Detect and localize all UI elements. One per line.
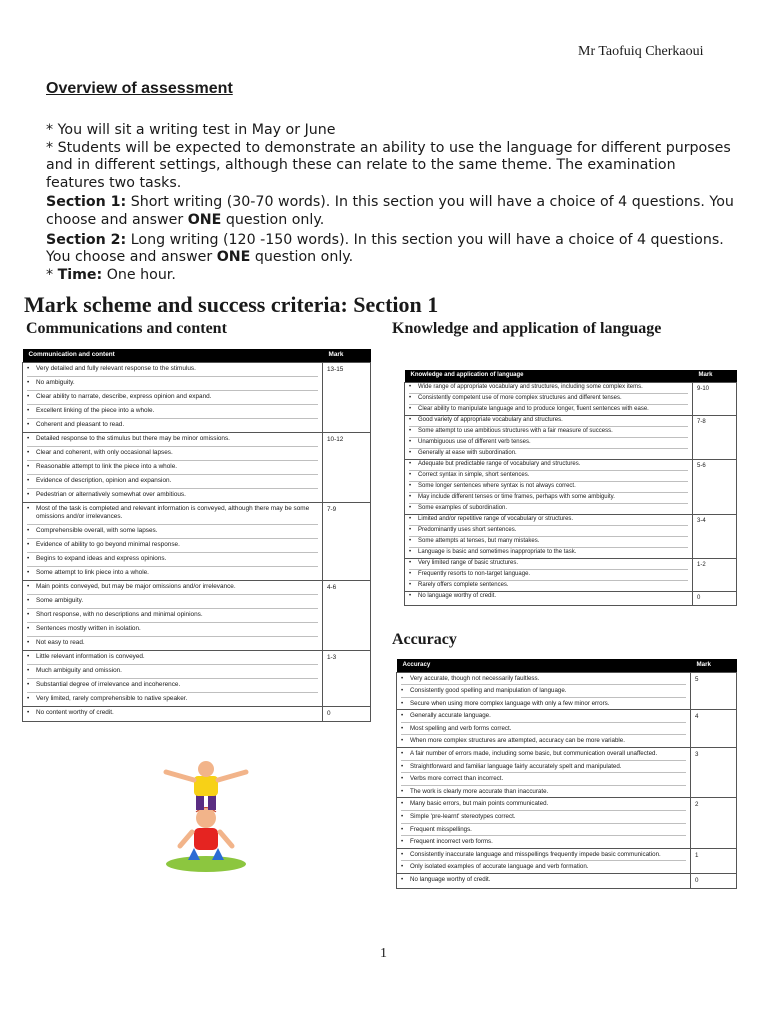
criterion-item: • Limited and/or repetitive range of vocabulary or structures. <box>409 515 688 526</box>
mark-cell: 5 <box>691 672 737 710</box>
criterion-item: • Rarely offers complete sentences. <box>409 581 688 591</box>
section2-label: Section 2: <box>46 231 127 248</box>
criterion-item: • When more complex structures are attempted, accuracy can be more variable. <box>401 735 686 747</box>
criterion-item: • Clear ability to narrate, describe, express opinion and expand. <box>27 391 318 405</box>
section1-emphasis: ONE <box>187 211 222 228</box>
criteria-list <box>27 503 318 580</box>
overview-line-test: * You will sit a writing test in May or June <box>46 122 336 138</box>
criterion-item: • Much ambiguity and omission. <box>27 665 318 679</box>
criteria-cell <box>405 514 693 558</box>
criteria-list <box>409 383 688 415</box>
criteria-list <box>401 874 686 886</box>
table-header-row <box>397 659 737 672</box>
criterion-item: • A fair number of errors made, including some basic, but communication overall unaffected. <box>401 748 686 761</box>
section2-text-a: Long writing (120 -150 words). In this section you will have a choice of 4 questions. You choose and answer <box>46 231 724 266</box>
table-row <box>397 848 737 873</box>
criterion-item: • Short response, with no descriptions and minimal opinions. <box>27 609 318 623</box>
criteria-list <box>27 363 318 432</box>
criteria-cell <box>23 706 323 721</box>
criteria-cell <box>405 558 693 591</box>
criteria-cell <box>23 432 323 502</box>
mark-cell: 2 <box>691 798 737 848</box>
criterion-item: • Frequent incorrect verb forms. <box>401 836 686 848</box>
accuracy-table <box>396 659 737 889</box>
criterion-item: • Clear ability to manipulate language and to produce longer, fluent sentences with ease. <box>409 405 688 415</box>
mark-cell: 4-6 <box>323 580 371 650</box>
mark-column-header: Mark <box>323 349 371 362</box>
mark-cell: 13-15 <box>323 362 371 432</box>
assessment-overview <box>46 122 736 284</box>
criteria-list <box>409 515 688 558</box>
table-row <box>397 748 737 798</box>
table-row <box>405 558 737 591</box>
criterion-item: • Very limited, rarely comprehensible to native speaker. <box>27 693 318 706</box>
criteria-cell <box>405 459 693 514</box>
criterion-item: • No language worthy of credit. <box>401 874 686 886</box>
criteria-column-header: Knowledge and application of language <box>405 370 693 382</box>
time-value: One hour. <box>102 266 176 283</box>
criterion-item: • Main points conveyed, but may be major omissions and/or irrelevance. <box>27 581 318 595</box>
criteria-list <box>27 581 318 650</box>
criterion-item: • Wide range of appropriate vocabulary and structures, including some complex items. <box>409 383 688 394</box>
page-number: 1 <box>380 946 387 961</box>
mark-cell: 0 <box>323 706 371 721</box>
table-row <box>23 580 371 650</box>
section1-text-a: Short writing (30-70 words). In this section you will have a choice of 4 questions. You choose and answer <box>46 194 734 228</box>
mark-scheme-heading: Mark scheme and success criteria: Section 1 <box>24 292 439 317</box>
table-row <box>405 459 737 514</box>
time-label: Time: <box>57 266 103 283</box>
section2-text-b: question only. <box>250 249 354 266</box>
criterion-item: • Some attempt to use ambitious structures with a fair measure of success. <box>409 427 688 438</box>
criterion-item: • Very detailed and fully relevant response to the stimulus. <box>27 363 318 377</box>
author-name: Mr Taofuiq Cherkaoui <box>578 44 704 59</box>
mark-cell: 1-2 <box>693 558 737 591</box>
criterion-item: • May include different tenses or time frames, perhaps with some ambiguity. <box>409 493 688 504</box>
criteria-cell <box>397 798 691 848</box>
mark-column-header: Mark <box>693 370 737 382</box>
criteria-list <box>27 707 318 720</box>
criterion-item: • Not easy to read. <box>27 637 318 650</box>
criterion-item: • No language worthy of credit. <box>409 592 688 602</box>
table-row <box>23 502 371 580</box>
mark-cell: 3 <box>691 748 737 798</box>
acrobat-figures-icon <box>160 760 252 874</box>
mark-cell: 7-9 <box>323 502 371 580</box>
criterion-item: • Very limited range of basic structures. <box>409 559 688 570</box>
criterion-item: • Pedestrian or alternatively somewhat over ambitious. <box>27 489 318 502</box>
criterion-item: • Begins to expand ideas and express opinions. <box>27 553 318 567</box>
criteria-cell <box>397 748 691 798</box>
table-row <box>397 710 737 748</box>
table-row <box>397 672 737 710</box>
criterion-item: • Some attempts at tenses, but many mistakes. <box>409 537 688 548</box>
time-paragraph <box>46 267 736 285</box>
communication-table <box>22 349 371 722</box>
table-header-row <box>23 349 371 362</box>
criterion-item: • Generally accurate language. <box>401 710 686 723</box>
mark-cell: 9-10 <box>693 382 737 415</box>
mark-cell: 10-12 <box>323 432 371 502</box>
criterion-item: • Evidence of ability to go beyond minimal response. <box>27 539 318 553</box>
knowledge-table <box>404 370 737 606</box>
criterion-item: • Most of the task is completed and relevant information is conveyed, although there may be some omissions and/or irrelevances. <box>27 503 318 525</box>
table-row <box>405 591 737 605</box>
criterion-item: • Substantial degree of irrelevance and incoherence. <box>27 679 318 693</box>
section2-emphasis: ONE <box>216 249 251 266</box>
criterion-item: • Excellent linking of the piece into a whole. <box>27 405 318 419</box>
criteria-list <box>409 416 688 459</box>
criteria-cell <box>23 650 323 706</box>
overview-heading: Overview of assessment <box>46 80 233 97</box>
criterion-item: • Many basic errors, but main points communicated. <box>401 798 686 811</box>
criterion-item: • Verbs more correct than incorrect. <box>401 773 686 786</box>
criterion-item: • Comprehensible overall, with some lapses. <box>27 525 318 539</box>
criteria-list <box>401 673 686 710</box>
criteria-list <box>409 460 688 514</box>
criterion-item: • Some examples of subordination. <box>409 504 688 514</box>
mark-cell: 5-6 <box>693 459 737 514</box>
criteria-list <box>27 651 318 706</box>
criterion-item: • Simple 'pre-learnt' stereotypes correct. <box>401 811 686 824</box>
table-row <box>405 514 737 558</box>
mark-cell: 0 <box>693 591 737 605</box>
criteria-cell <box>23 502 323 580</box>
communication-heading: Communications and content <box>26 320 227 337</box>
criteria-cell <box>397 672 691 710</box>
criteria-cell <box>405 382 693 415</box>
table-row <box>23 362 371 432</box>
criteria-cell <box>405 415 693 459</box>
criterion-item: • No content worthy of credit. <box>27 707 318 720</box>
overview-line-students: * Students will be expected to demonstrate an ability to use the language for different purposes and in different settings, although these can relate to the same theme. The examination features two tasks. <box>46 139 731 191</box>
criteria-column-header: Accuracy <box>397 659 691 672</box>
criterion-item: • Unambiguous use of different verb tenses. <box>409 438 688 449</box>
criterion-item: • Consistently good spelling and manipulation of language. <box>401 685 686 698</box>
criterion-item: • Language is basic and sometimes inappropriate to the task. <box>409 548 688 558</box>
table-row <box>23 706 371 721</box>
mark-column-header: Mark <box>691 659 737 672</box>
section1-text-b: question only. <box>221 211 325 228</box>
criterion-item: • Only isolated examples of accurate language and verb formation. <box>401 861 686 873</box>
criterion-item: • Adequate but predictable range of vocabulary and structures. <box>409 460 688 471</box>
mark-cell: 3-4 <box>693 514 737 558</box>
mark-cell: 0 <box>691 874 737 889</box>
criteria-list <box>401 748 686 797</box>
criterion-item: • Good variety of appropriate vocabulary and structures. <box>409 416 688 427</box>
criterion-item: • Consistently inaccurate language and misspellings frequently impede basic communication. <box>401 849 686 862</box>
table-row <box>23 650 371 706</box>
section1-paragraph <box>46 194 736 229</box>
criteria-cell <box>397 874 691 889</box>
criterion-item: • Detailed response to the stimulus but there may be minor omissions. <box>27 433 318 447</box>
time-prefix: * <box>46 266 58 283</box>
table-row <box>405 415 737 459</box>
criterion-item: • Most spelling and verb forms correct. <box>401 723 686 736</box>
mark-cell: 7-8 <box>693 415 737 459</box>
criterion-item: • Sentences mostly written in isolation. <box>27 623 318 637</box>
accuracy-heading: Accuracy <box>392 631 457 648</box>
criterion-item: • Consistently competent use of more complex structures and different tenses. <box>409 394 688 405</box>
criterion-item: • Reasonable attempt to link the piece into a whole. <box>27 461 318 475</box>
criterion-item: • Frequent misspellings. <box>401 824 686 837</box>
criterion-item: • Some attempt to link piece into a whole. <box>27 567 318 580</box>
criteria-list <box>409 559 688 591</box>
criteria-column-header: Communication and content <box>23 349 323 362</box>
criteria-cell <box>23 580 323 650</box>
table-row <box>405 382 737 415</box>
table-header-row <box>405 370 737 382</box>
criterion-item: • Some ambiguity. <box>27 595 318 609</box>
mark-cell: 4 <box>691 710 737 748</box>
criterion-item: • Very accurate, though not necessarily faultless. <box>401 673 686 686</box>
table-row <box>397 874 737 889</box>
criteria-cell <box>397 710 691 748</box>
table-row <box>23 432 371 502</box>
criterion-item: • Secure when using more complex language with only a few minor errors. <box>401 698 686 710</box>
section2-paragraph <box>46 232 736 267</box>
criterion-item: • Predominantly uses short sentences. <box>409 526 688 537</box>
knowledge-heading: Knowledge and application of language <box>392 320 662 337</box>
criterion-item: • The work is clearly more accurate than inaccurate. <box>401 786 686 798</box>
criterion-item: • Straightforward and familiar language fairly accurately spelt and manipulated. <box>401 761 686 774</box>
criteria-list <box>409 592 688 602</box>
criteria-list <box>401 849 686 873</box>
criterion-item: • Evidence of description, opinion and expansion. <box>27 475 318 489</box>
criterion-item: • Clear and coherent, with only occasional lapses. <box>27 447 318 461</box>
criteria-list <box>401 798 686 847</box>
criteria-list <box>401 710 686 747</box>
table-row <box>397 798 737 848</box>
criterion-item: • Generally at ease with subordination. <box>409 449 688 459</box>
criteria-cell <box>23 362 323 432</box>
criteria-cell <box>405 591 693 605</box>
criterion-item: • Little relevant information is conveyed. <box>27 651 318 665</box>
criteria-cell <box>397 848 691 873</box>
criterion-item: • No ambiguity. <box>27 377 318 391</box>
criterion-item: • Frequently resorts to non-target language. <box>409 570 688 581</box>
criterion-item: • Correct syntax in simple, short sentences. <box>409 471 688 482</box>
mark-cell: 1 <box>691 848 737 873</box>
criterion-item: • Coherent and pleasant to read. <box>27 419 318 432</box>
criteria-list <box>27 433 318 502</box>
criterion-item: • Some longer sentences where syntax is not always correct. <box>409 482 688 493</box>
mark-cell: 1-3 <box>323 650 371 706</box>
section1-label: Section 1: <box>46 194 127 211</box>
